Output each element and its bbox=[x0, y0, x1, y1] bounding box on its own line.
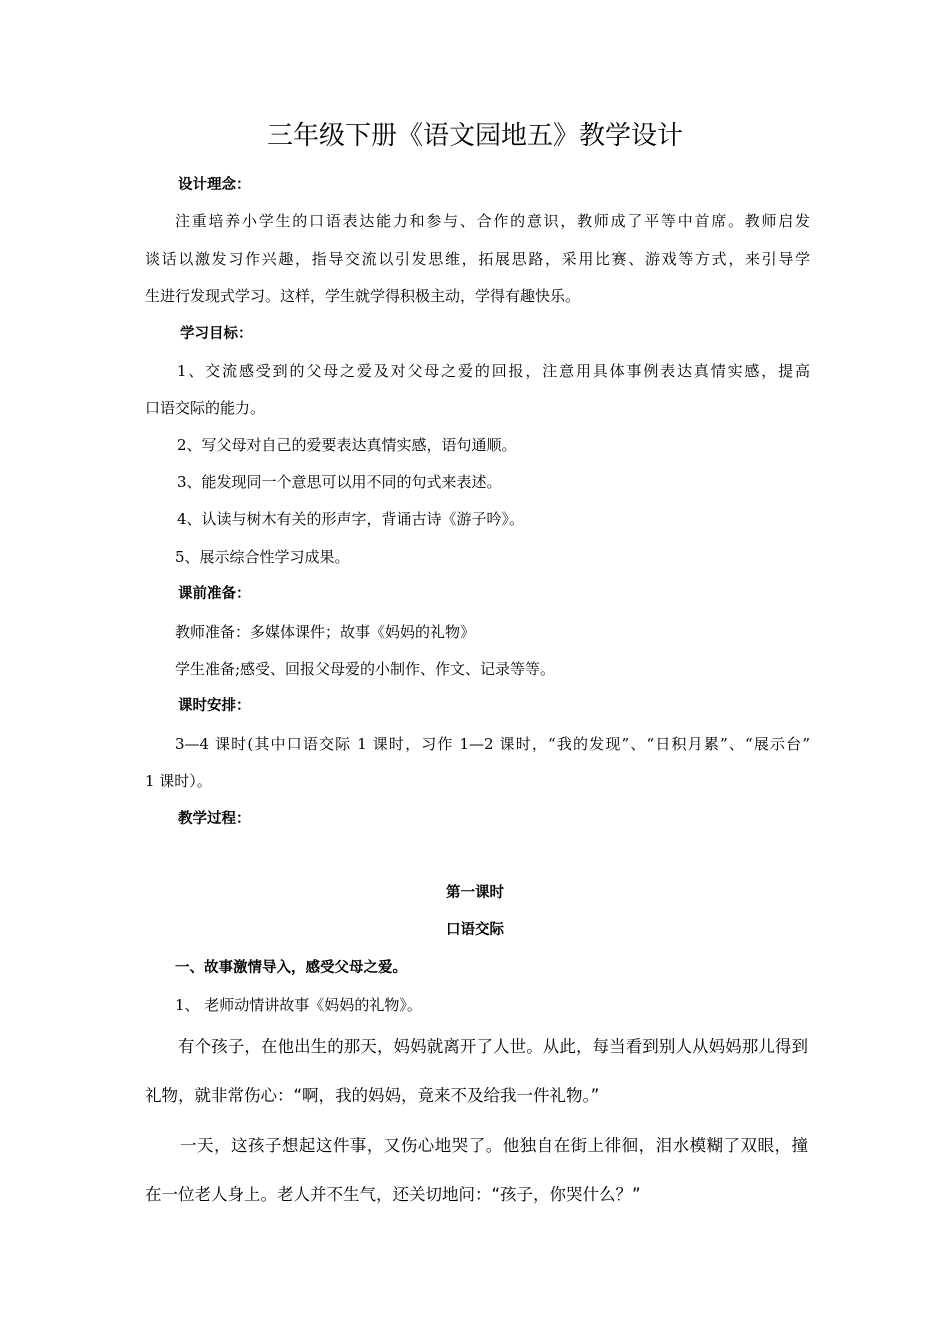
schedule-line: 3—4 课时(其中口语交际 1 课时，习作 1—2 课时，“我的发现”、“日积月累”、“展示台” bbox=[175, 735, 810, 753]
section-heading: 一、故事激情导入，感受父母之爱。 bbox=[175, 960, 407, 976]
story-paragraph-line: 一天，这孩子想起这件事，又伤心地哭了。他独自在街上徘徊，泪水模糊了双眼，撞 bbox=[180, 1136, 808, 1155]
process-heading: 教学过程： bbox=[178, 811, 251, 827]
story-paragraph-line: 礼物，就非常伤心：“啊，我的妈妈，竟来不及给我一件礼物。” bbox=[145, 1086, 600, 1105]
document-title: 三年级下册《语文园地五》教学设计 bbox=[266, 121, 683, 151]
goal-item: 1、交流感受到的父母之爱及对父母之爱的回报，注意用具体事例表达真情实感，提高 bbox=[177, 362, 810, 380]
goal-item: 2、写父母对自己的爱要表达真情实感，语句通顺。 bbox=[177, 436, 517, 454]
goal-item: 口语交际的能力。 bbox=[145, 399, 266, 417]
design-concept-line: 注重培养小学生的口语表达能力和参与、合作的意识，教师成了平等中首席。教师启发 bbox=[175, 212, 810, 230]
prep-heading: 课前准备： bbox=[178, 586, 251, 602]
goal-item: 4、认读与树木有关的形声字，背诵古诗《游子吟》。 bbox=[177, 510, 525, 528]
prep-teacher: 教师准备：多媒体课件；故事《妈妈的礼物》 bbox=[175, 623, 476, 641]
schedule-heading: 课时安排： bbox=[178, 698, 251, 714]
design-concept-line: 谈话以激发习作兴趣，指导交流以引发思维，拓展思路，采用比赛、游戏等方式，来引导学 bbox=[145, 250, 810, 268]
design-concept-heading: 设计理念： bbox=[178, 177, 251, 193]
schedule-line: 1 课时）。 bbox=[145, 772, 212, 790]
prep-student: 学生准备;感受、回报父母爱的小制作、作文、记录等等。 bbox=[175, 660, 556, 678]
story-paragraph-line: 有个孩子，在他出生的那天，妈妈就离开了人世。从此，每当看到别人从妈妈那儿得到 bbox=[178, 1037, 808, 1056]
story-paragraph-line: 在一位老人身上。老人并不生气，还关切地问：“孩子，你哭什么？” bbox=[145, 1185, 641, 1204]
goal-item: 5、展示综合性学习成果。 bbox=[175, 548, 350, 566]
goals-heading: 学习目标： bbox=[180, 326, 253, 342]
goal-item: 3、能发现同一个意思可以用不同的句式来表述。 bbox=[177, 473, 502, 491]
lesson-subheading: 口语交际 bbox=[446, 922, 504, 938]
step-item: 1、 老师动情讲故事《妈妈的礼物》。 bbox=[175, 996, 422, 1014]
lesson-heading: 第一课时 bbox=[446, 885, 504, 901]
design-concept-line: 生进行发现式学习。这样，学生就学得积极主动，学得有趣快乐。 bbox=[145, 287, 581, 305]
